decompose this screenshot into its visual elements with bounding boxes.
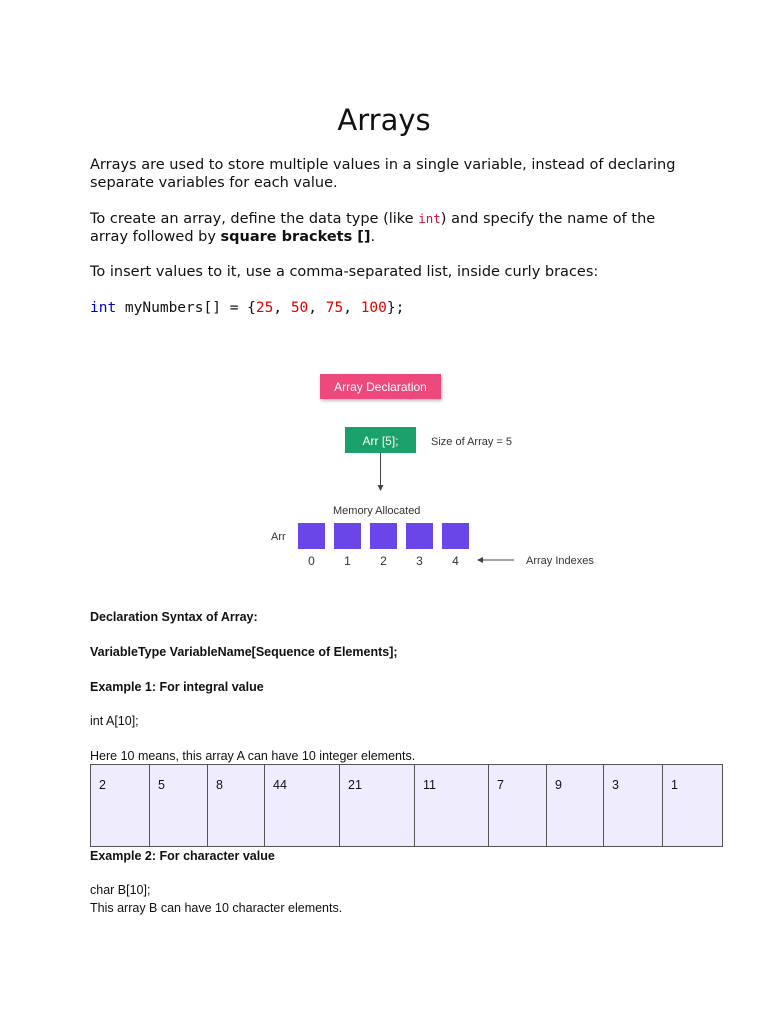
code-value-2: 50 [290,300,309,316]
table-cell: 7 [489,765,547,847]
code-name: myNumbers[] = { [116,300,256,316]
intro-p2-bold: square brackets [] [220,229,371,245]
code-comma: , [273,300,291,316]
code-value-4: 100 [360,300,387,316]
array-values-table [90,764,723,847]
code-comma: , [343,300,361,316]
index-label: 0 [308,554,315,568]
diagram-indexes-label: Array Indexes [526,555,594,567]
index-label: 3 [416,554,423,568]
intro-paragraph-2 [90,210,690,246]
code-example [90,299,404,317]
table-cell: 11 [415,765,489,847]
intro-p2-middle: ) and specify the name of the array followed by [90,211,656,245]
diagram-index-labels [308,554,459,568]
memory-cell [370,523,397,549]
code-end: }; [386,300,405,316]
example-1-code: int A[10]; [90,714,139,728]
example-2-heading: Example 2: For character value [90,849,275,863]
table-cell: 3 [604,765,663,847]
diagram-header-text: Array Declaration [334,380,427,394]
code-comma: , [308,300,326,316]
table-cell: 44 [265,765,340,847]
diagram-decl-text: Arr [5]; [362,434,399,448]
index-label: 1 [344,554,351,568]
diagram-arrow-head [378,485,384,491]
index-label: 2 [380,554,387,568]
code-keyword: int [90,300,117,316]
intro-p2-after: . [370,229,376,245]
example-1-note: Here 10 means, this array A can have 10 integer elements. [90,749,416,763]
intro-paragraph-3: To insert values to it, use a comma-separated list, inside curly braces: [90,264,599,280]
table-cell: 5 [150,765,208,847]
table-row [91,765,723,847]
intro-paragraph-1: Arrays are used to store multiple values in a single variable, instead of declaring separate variables for each value. [90,157,676,191]
example-2-note: This array B can have 10 character elements. [90,901,343,915]
diagram-memory-label: Memory Allocated [333,505,421,517]
memory-cell [334,523,361,549]
memory-cell [298,523,325,549]
diagram-memory-cells [298,523,469,549]
page-title: Arrays [337,103,431,137]
table-cell: 1 [663,765,723,847]
diagram-arr-label: Arr [271,531,286,543]
table-cell: 2 [91,765,150,847]
index-label: 4 [452,554,459,568]
table-cell: 9 [547,765,604,847]
diagram-index-arrow-head [477,557,483,563]
intro-p2-before: To create an array, define the data type (like [90,211,419,227]
example-2-code: char B[10]; [90,883,151,897]
inline-code-int: int [418,211,441,226]
code-value-1: 25 [255,300,274,316]
code-value-3: 75 [325,300,344,316]
diagram-size-label: Size of Array = 5 [431,436,513,448]
memory-cell [406,523,433,549]
example-1-heading: Example 1: For integral value [90,680,264,694]
syntax-form: VariableType VariableName[Sequence of Elements]; [90,645,398,659]
syntax-heading: Declaration Syntax of Array: [90,610,258,624]
memory-cell [442,523,469,549]
table-cell: 21 [340,765,415,847]
array-declaration-diagram [258,360,658,575]
table-cell: 8 [208,765,265,847]
